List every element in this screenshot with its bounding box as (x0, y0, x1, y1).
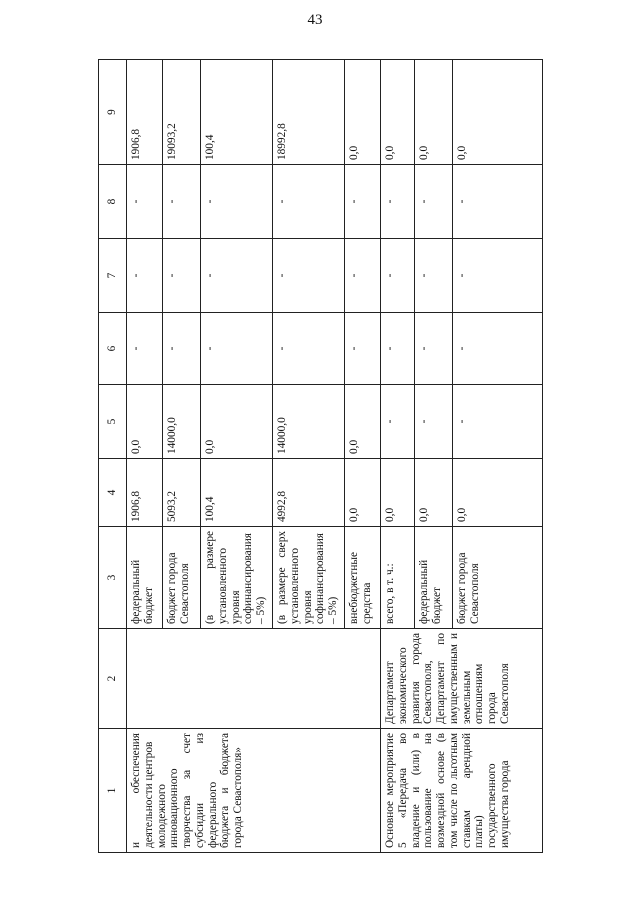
value-cell-col7: - (415, 239, 453, 313)
value-cell-col6: - (163, 313, 201, 385)
value-cell-col8: - (273, 165, 345, 239)
main-activity-5-description: Основное мероприятие 5 «Передача во владение и (или) в пользование на возмездной основе (в том числе по льготным ставкам арендной платы) государственного имущества города (381, 729, 543, 853)
rotated-table-frame (98, 60, 542, 853)
value-cell-col6: - (127, 313, 163, 385)
value-cell-col4: 100,4 (201, 459, 273, 527)
value-cell-col8: - (453, 165, 543, 239)
value-cell-col7: - (453, 239, 543, 313)
value-cell-col4: 0,0 (453, 459, 543, 527)
column-header-1: 1 (99, 729, 127, 853)
table-row (381, 60, 415, 853)
description-line: и обеспечения (130, 733, 142, 848)
executor-cell-empty (127, 629, 381, 729)
value-cell-col5: - (453, 385, 543, 459)
funding-source-cell: (в размере установленного уровня софинансирования – 5%) (201, 527, 273, 629)
column-header-4: 4 (99, 459, 127, 527)
value-cell-col5: - (415, 385, 453, 459)
value-cell-col8: - (345, 165, 381, 239)
description-line: молодежного (155, 784, 168, 848)
description-line: субсидии из (193, 733, 206, 848)
description-line: деятельности центров (142, 741, 155, 848)
funding-source-cell: (в размере сверх установленного уровня софинансирования – 5%) (273, 527, 345, 629)
value-cell-col9: 18992,8 (273, 60, 345, 165)
value-cell-col4: 0,0 (415, 459, 453, 527)
value-cell-col7: - (345, 239, 381, 313)
value-cell-col5: 0,0 (345, 385, 381, 459)
table-row (127, 60, 163, 853)
value-cell-col5: 14000,0 (273, 385, 345, 459)
executor-cell: Департамент экономического развития города Севастополя, Департамент по имущественным и земельным отношениям города Севастополя (381, 629, 543, 729)
column-header-8: 8 (99, 165, 127, 239)
column-header-9: 9 (99, 60, 127, 165)
funding-source-cell: федеральный бюджет (415, 527, 453, 629)
value-cell-col8: - (415, 165, 453, 239)
value-cell-col6: - (345, 313, 381, 385)
funding-source-cell: федеральный бюджет (127, 527, 163, 629)
value-cell-col4: 0,0 (381, 459, 415, 527)
value-cell-col6: - (415, 313, 453, 385)
value-cell-col7: - (163, 239, 201, 313)
value-cell-col5: 14000,0 (163, 385, 201, 459)
value-cell-col6: - (201, 313, 273, 385)
description-line: бюджета и бюджета (219, 733, 232, 848)
rotated-table-content (98, 60, 542, 853)
page-number: 43 (307, 12, 323, 28)
value-cell-col8: - (127, 165, 163, 239)
value-cell-col8: - (163, 165, 201, 239)
value-cell-col5: 0,0 (127, 385, 163, 459)
value-cell-col7: - (381, 239, 415, 313)
value-cell-col4: 0,0 (345, 459, 381, 527)
description-line: города Севастополя» (232, 747, 244, 848)
value-cell-col4: 5093,2 (163, 459, 201, 527)
value-cell-col8: - (201, 165, 273, 239)
column-header-5: 5 (99, 385, 127, 459)
column-header-2: 2 (99, 629, 127, 729)
value-cell-col9: 0,0 (345, 60, 381, 165)
financing-table (98, 59, 543, 853)
value-cell-col9: 19093,2 (163, 60, 201, 165)
funding-source-cell: внебюджетные средства (345, 527, 381, 629)
funding-source-cell: бюджет города Севастополя (163, 527, 201, 629)
funding-source-cell: всего, в т. ч.: (381, 527, 415, 629)
value-cell-col9: 1906,8 (127, 60, 163, 165)
value-cell-col6: - (453, 313, 543, 385)
program-description-cell (127, 729, 381, 853)
value-cell-col7: - (201, 239, 273, 313)
value-cell-col4: 4992,8 (273, 459, 345, 527)
value-cell-col5: - (381, 385, 415, 459)
column-header-3: 3 (99, 527, 127, 629)
value-cell-col9: 0,0 (453, 60, 543, 165)
value-cell-col5: 0,0 (201, 385, 273, 459)
description-line: федерального (206, 781, 219, 848)
funding-source-cell: бюджет города Севастополя (453, 527, 543, 629)
value-cell-col9: 100,4 (201, 60, 273, 165)
value-cell-col9: 0,0 (381, 60, 415, 165)
description-line: инновационного (168, 768, 181, 848)
value-cell-col7: - (127, 239, 163, 313)
value-cell-col6: - (273, 313, 345, 385)
column-header-7: 7 (99, 239, 127, 313)
column-header-6: 6 (99, 313, 127, 385)
value-cell-col7: - (273, 239, 345, 313)
header-row (99, 60, 127, 853)
description-line: творчества за счет (181, 733, 193, 848)
value-cell-col8: - (381, 165, 415, 239)
value-cell-col9: 0,0 (415, 60, 453, 165)
value-cell-col4: 1906,8 (127, 459, 163, 527)
value-cell-col6: - (381, 313, 415, 385)
